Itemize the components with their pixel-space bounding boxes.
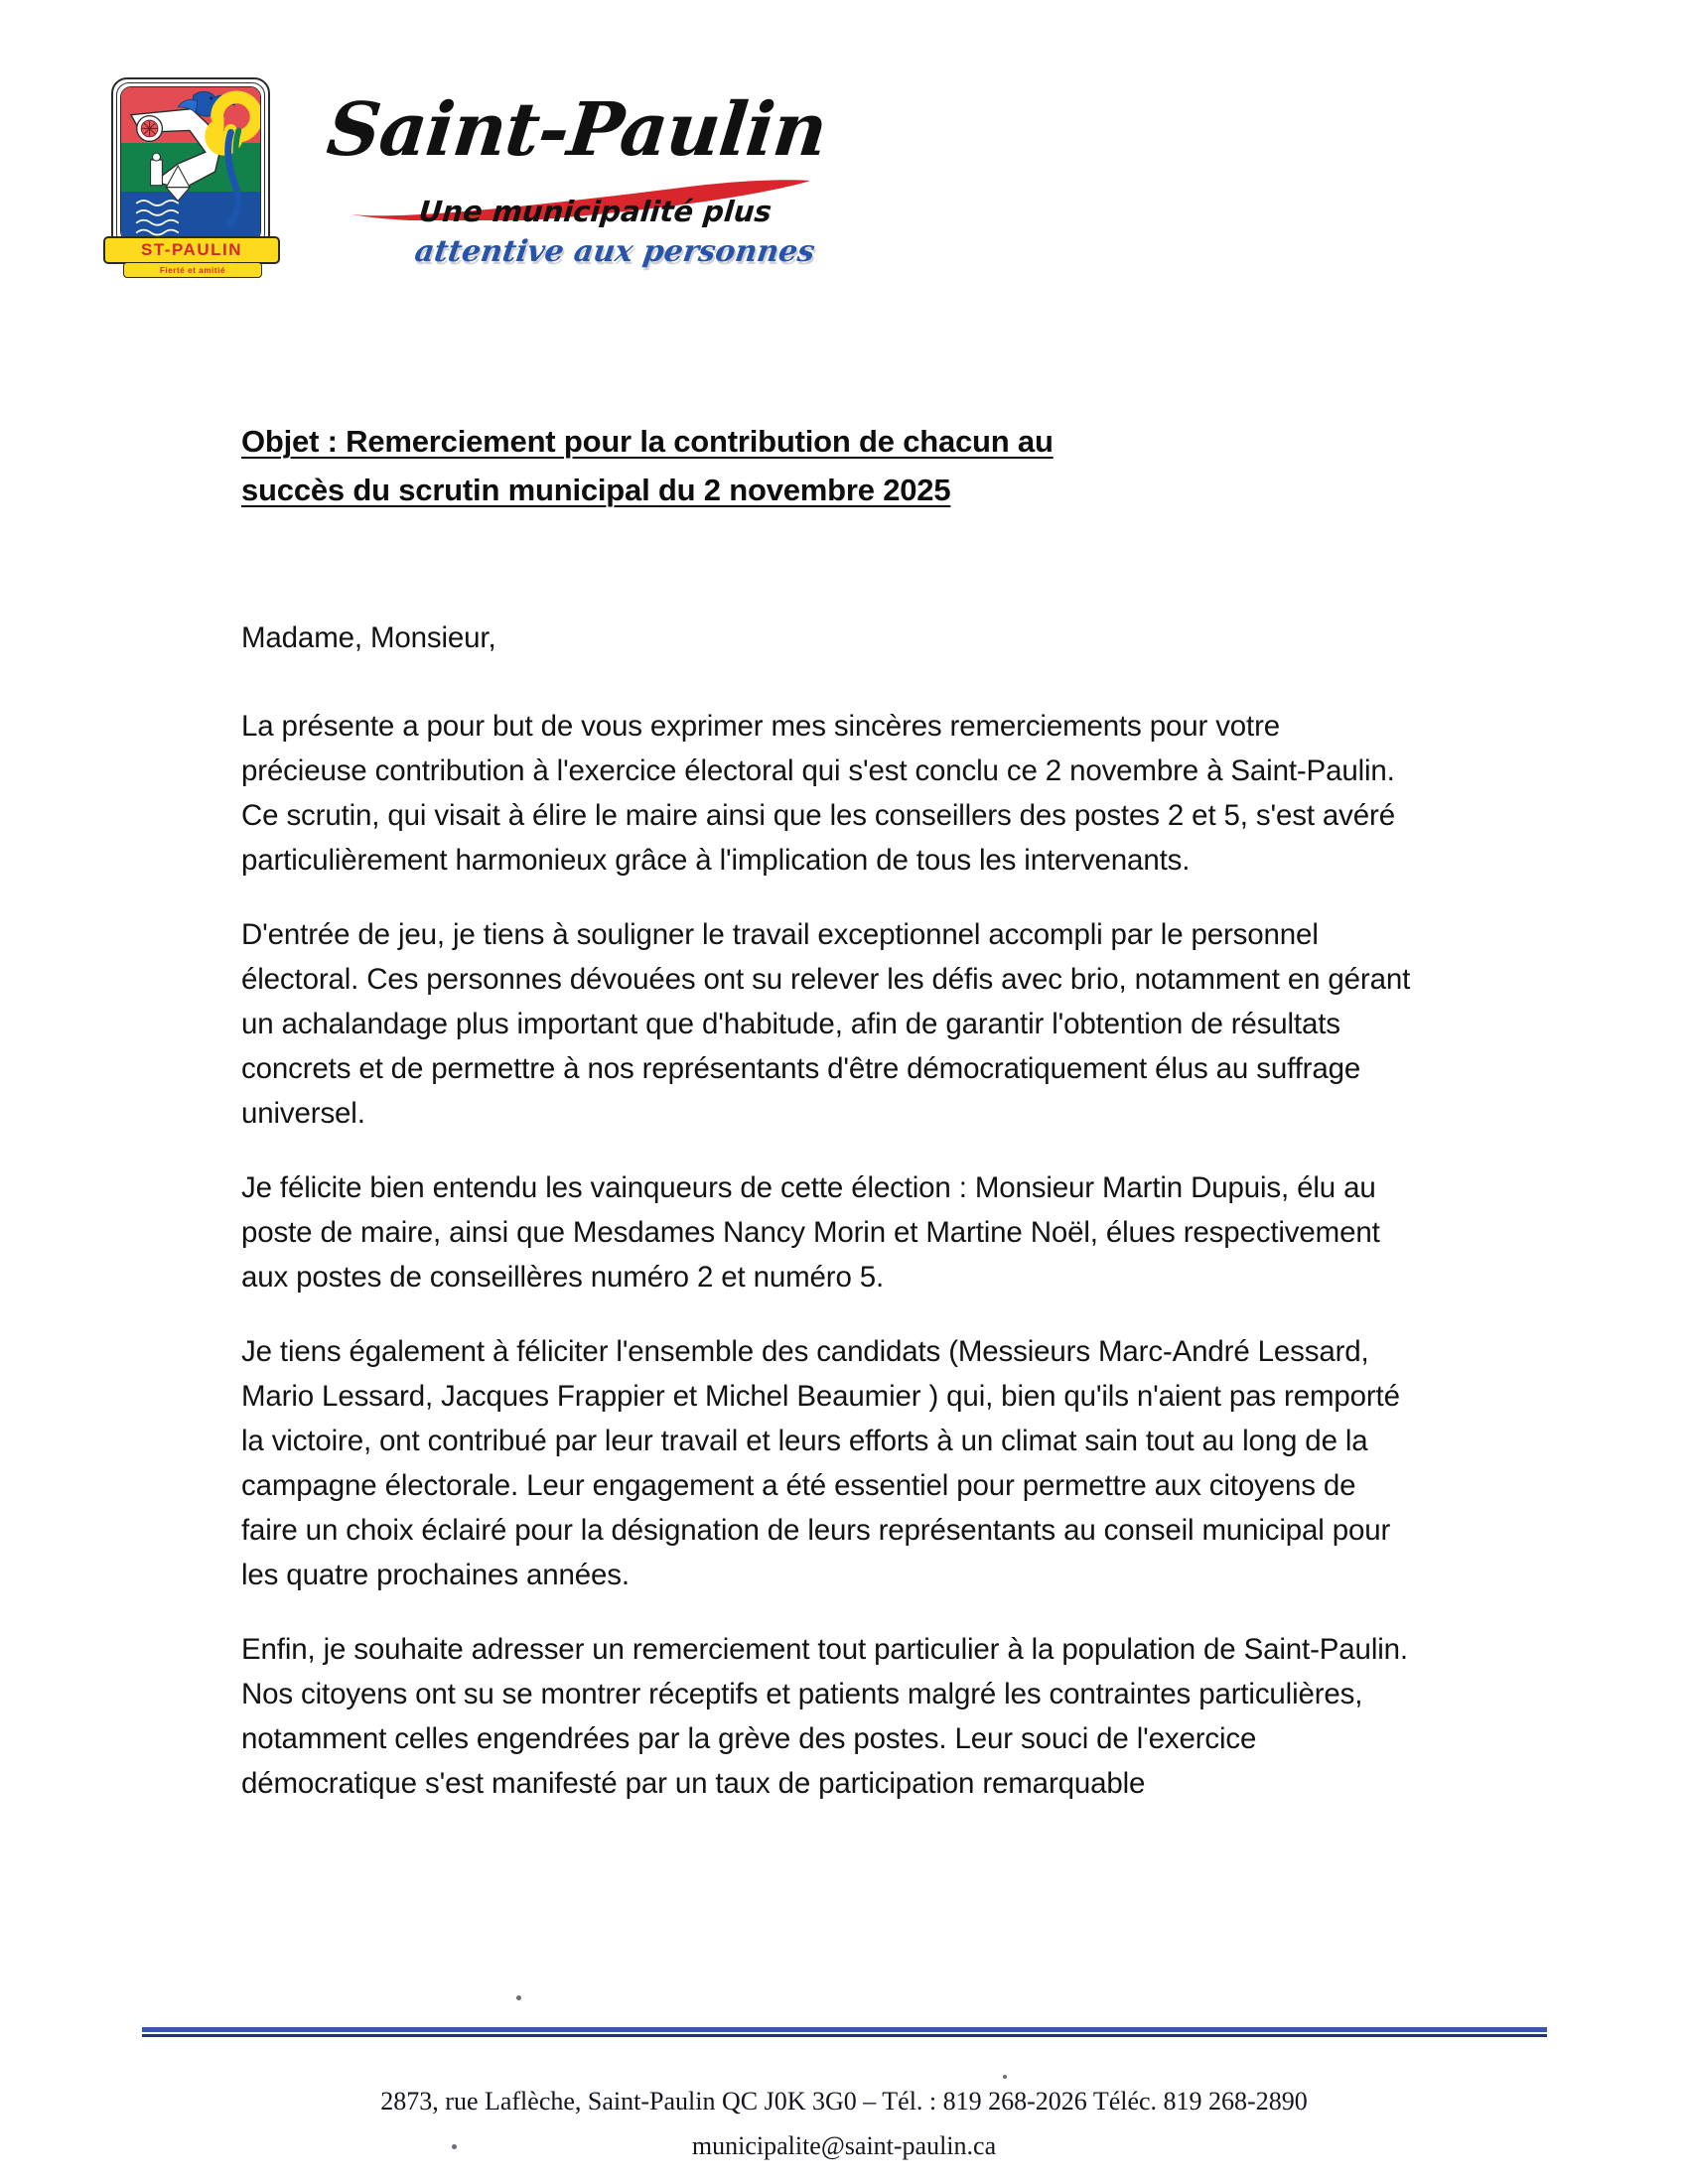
crest-banner-label: ST-PAULIN [141, 240, 242, 259]
letter-paragraph: Je félicite bien entendu les vainqueurs de cette élection : Monsieur Martin Dupuis, élu au poste de maire, ainsi que Mesdames Nancy Morin et Martine Noël, élues respectivement aux postes de conseillères numéro 2 et numéro 5. [241, 1171, 1380, 1294]
crest-field [121, 87, 260, 241]
footer-address-line: 2873, rue Laflèche, Saint-Paulin QC J0K 3G0 – Tél. : 819 268-2026 Téléc. 819 268-2890 [380, 2087, 1308, 2116]
municipality-name-script: Saint-Paulin [323, 87, 831, 173]
footer-rule-upper [142, 2027, 1547, 2032]
footer-rule-lower [142, 2034, 1547, 2037]
footer-email[interactable]: municipalite@saint-paulin.ca [691, 2131, 997, 2160]
municipality-wordmark [323, 87, 884, 286]
letter-paragraph: D'entrée de jeu, je tiens à souligner le travail exceptionnel accompli par le personnel électoral. Ces personnes dévouées ont su relever les défis avec brio, notamment en gérant un achalandage plus important que d'habitude, afin de garantir l'obtention de résultats concrets et de permettre à nos représentants d'être démocratiquement élus au suffrage universel. [241, 918, 1411, 1130]
letter-paragraph: Enfin, je souhaite adresser un remerciement tout particulier à la population de Saint-Paulin. Nos citoyens ont su se montrer réceptifs et patients malgré les contraintes particulières, notamment celles engendrées par la grève des postes. Leur souci de l'exercice démocratique s'est manifesté par un taux de participation remarquable [241, 1633, 1408, 1800]
footer-contact-block [0, 2079, 1688, 2168]
subject-line-2: succès du scrutin municipal du 2 novembre 2025 [241, 473, 951, 507]
footer-divider-rule [142, 2027, 1547, 2038]
scan-speck [516, 1995, 521, 2000]
crest-banner [103, 236, 280, 264]
letter-paragraph: La présente a pour but de vous exprimer mes sincères remerciements pour votre précieuse contribution à l'exercice électoral qui s'est conclu ce 2 novembre à Saint-Paulin. Ce scrutin, qui visait à élire le maire ainsi que les conseillers des postes 2 et 5, s'est avéré particulièrement harmonieux grâce à l'implication de tous les intervenants. [241, 710, 1395, 877]
crest-charges-illustration [121, 87, 260, 241]
subject-line-1: Objet : Remerciement pour la contribution de chacun au [241, 424, 1054, 459]
crest-inner-frame [120, 86, 261, 242]
letter-subject-heading [241, 417, 1363, 514]
letter-body [241, 615, 1413, 1836]
letterhead [0, 0, 1688, 328]
crest-motto-label: Fierté et amitié [159, 265, 226, 275]
letter-salutation: Madame, Monsieur, [241, 621, 496, 654]
wordmark-tagline-line-1: Une municipalité plus [417, 195, 774, 228]
letter-paragraph: Je tiens également à féliciter l'ensemble des candidats (Messieurs Marc-André Lessard, Mario Lessard, Jacques Frappier et Michel Beaumier ) qui, bien qu'ils n'aient pas remporté la victoire, ont contribué par leur travail et leurs efforts à un climat sain tout au long de la campagne électorale. Leur engagement a été essentiel pour permettre aux citoyens de faire un choix éclairé pour la désignation de leurs représentants au conseil municipal pour les quatre prochaines années. [241, 1335, 1400, 1591]
municipal-coat-of-arms-logo [103, 77, 284, 276]
wordmark-tagline-line-2: attentive aux personnes [412, 234, 817, 269]
crest-motto-ribbon [123, 262, 262, 278]
